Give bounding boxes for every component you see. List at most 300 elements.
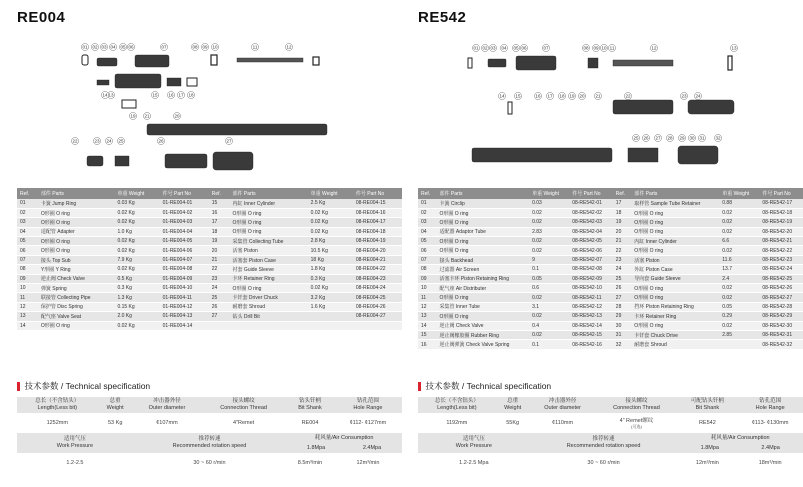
callout-number: 19 bbox=[569, 93, 575, 99]
parts-cell: 07 bbox=[17, 255, 38, 264]
spec-value-hole-range: ¢113- ¢130mm bbox=[751, 420, 789, 426]
spec-value-pressure: 1.2-2.5 bbox=[66, 460, 84, 466]
callout-number: 07 bbox=[161, 44, 167, 50]
parts-cell: O形圈 O ring bbox=[631, 227, 719, 236]
parts-cell: 22 bbox=[613, 246, 632, 255]
parts-cell: O形圈 O ring bbox=[38, 246, 115, 255]
parts-cell: O形圈 O ring bbox=[631, 246, 719, 255]
parts-row bbox=[418, 330, 803, 339]
parts-header-cell: 件号 Part No bbox=[759, 188, 803, 199]
parts-cell: O形圈 O ring bbox=[631, 321, 719, 330]
parts-header-cell: 单重 Weight bbox=[719, 188, 759, 199]
parts-row bbox=[418, 265, 803, 274]
callout-number: 09 bbox=[593, 45, 599, 51]
parts-cell: 23 bbox=[209, 274, 230, 283]
parts-cell: 01-RE004-09 bbox=[160, 274, 209, 283]
spec-header-outer-diameter: 冲击器外径 Outer diameter bbox=[530, 397, 596, 413]
parts-cell: 08-RE542-31 bbox=[759, 330, 803, 339]
callout-number: 10 bbox=[212, 44, 218, 50]
parts-cell: 16 bbox=[209, 208, 230, 217]
spec-header-thread: 接头螺纹 Connection Thread bbox=[201, 397, 286, 413]
callout-number: 29 bbox=[679, 135, 685, 141]
callout-number: 07 bbox=[543, 45, 549, 51]
parts-cell: O形圈 O ring bbox=[230, 227, 308, 236]
spec-title: 技术参数 / Technical specification bbox=[17, 380, 150, 392]
parts-cell: 0.02 bbox=[719, 321, 759, 330]
parts-cell: 08-RE542-09 bbox=[569, 274, 613, 283]
parts-cell: 08 bbox=[418, 265, 437, 274]
parts-row bbox=[418, 312, 803, 321]
parts-cell: 0.02 Kg bbox=[308, 284, 353, 293]
callout-number: 15 bbox=[152, 92, 158, 98]
parts-cell: 25 bbox=[209, 293, 230, 302]
spec-header-pressure: 适用气压 Work Pressure bbox=[17, 433, 133, 453]
parts-cell: 0.05 bbox=[719, 302, 759, 311]
parts-cell: 29 bbox=[613, 312, 632, 321]
parts-cell: 2.5 Kg bbox=[308, 199, 353, 208]
parts-cell: 08-RE542-10 bbox=[569, 284, 613, 293]
parts-cell: O形圈 O ring bbox=[230, 208, 308, 217]
parts-cell: 08-RE542-19 bbox=[759, 218, 803, 227]
callout-number: 31 bbox=[699, 135, 705, 141]
parts-cell: 01-RE004-08 bbox=[160, 265, 209, 274]
spec-table bbox=[418, 397, 803, 473]
callout-number: 25 bbox=[118, 138, 124, 144]
parts-cell: 08-RE004-17 bbox=[353, 218, 402, 227]
spec-value-air-low: 8.5m³/min bbox=[297, 460, 323, 466]
parts-cell: 08-RE542-04 bbox=[569, 227, 613, 236]
parts-table bbox=[17, 188, 402, 331]
parts-table bbox=[418, 188, 803, 350]
parts-cell: 08-RE542-20 bbox=[759, 227, 803, 236]
callout-number: 27 bbox=[655, 135, 661, 141]
parts-cell: 01 bbox=[418, 199, 437, 208]
parts-cell: 18 bbox=[613, 208, 632, 217]
callout-number: 30 bbox=[689, 135, 695, 141]
callout-number: 10 bbox=[601, 45, 607, 51]
parts-header-cell: 单重 Weight bbox=[529, 188, 569, 199]
parts-illustration bbox=[72, 38, 347, 178]
parts-cell: 0.02 bbox=[719, 293, 759, 302]
parts-header-cell: Ref. bbox=[613, 188, 632, 199]
parts-cell: 0.1 bbox=[529, 340, 569, 349]
callout-number: 13 bbox=[731, 45, 737, 51]
callout-number: 12 bbox=[286, 44, 292, 50]
spec-value-air-low: 12m³/min bbox=[695, 460, 719, 466]
parts-row bbox=[17, 265, 402, 274]
parts-row bbox=[418, 199, 803, 208]
parts-cell: 08-RE542-29 bbox=[759, 312, 803, 321]
spec-value-thread: 4"Remet bbox=[232, 420, 255, 426]
parts-cell: 08-RE004-24 bbox=[353, 284, 402, 293]
parts-cell: 0.02 Kg bbox=[308, 227, 353, 236]
parts-cell: 17 bbox=[209, 218, 230, 227]
parts-cell: 08-RE004-19 bbox=[353, 237, 402, 246]
parts-row bbox=[418, 237, 803, 246]
parts-cell: 0.3 Kg bbox=[114, 284, 159, 293]
parts-cell: 14 bbox=[418, 321, 437, 330]
parts-cell: 08-RE542-05 bbox=[569, 237, 613, 246]
parts-cell: 外缸 Piston Case bbox=[631, 265, 719, 274]
parts-cell: 0.02 Kg bbox=[114, 321, 159, 330]
spec-header-hole-range: 钻孔范围 Hole Range bbox=[334, 397, 402, 413]
parts-cell: 15 bbox=[418, 330, 437, 339]
callout-number: 01 bbox=[473, 45, 479, 51]
parts-cell: O形圈 O ring bbox=[437, 208, 530, 217]
parts-cell: 08-RE004-15 bbox=[353, 199, 402, 208]
parts-cell: 01-RE004-14 bbox=[160, 321, 209, 330]
parts-cell: 0.02 bbox=[719, 246, 759, 255]
parts-table-header bbox=[17, 188, 402, 199]
parts-cell: 11 bbox=[17, 293, 38, 302]
callout-number: 16 bbox=[535, 93, 541, 99]
parts-cell: O形圈 O ring bbox=[631, 208, 719, 217]
parts-cell: 活塞 Piston bbox=[631, 255, 719, 264]
parts-cell: 01-RE004-07 bbox=[160, 255, 209, 264]
parts-row bbox=[17, 255, 402, 264]
parts-cell: 0.02 Kg bbox=[114, 265, 159, 274]
parts-cell: 9 bbox=[529, 255, 569, 264]
parts-cell: 联接管 Collecting Pipe bbox=[38, 293, 115, 302]
parts-cell: 08-RE542-27 bbox=[759, 293, 803, 302]
spec-value-weight: 55Kg bbox=[506, 420, 520, 426]
callout-number: 16 bbox=[168, 92, 174, 98]
parts-cell: O形圈 O ring bbox=[437, 293, 530, 302]
parts-cell: 0.02 bbox=[719, 284, 759, 293]
parts-cell: 09 bbox=[17, 274, 38, 283]
parts-cell: 08-RE542-01 bbox=[569, 199, 613, 208]
parts-cell: 08-RE542-08 bbox=[569, 265, 613, 274]
parts-cell: 6.6 bbox=[719, 237, 759, 246]
parts-cell: 25 bbox=[613, 274, 632, 283]
callout-number: 04 bbox=[110, 44, 116, 50]
parts-cell: 08-RE542-30 bbox=[759, 321, 803, 330]
callout-number: 14 bbox=[102, 92, 108, 98]
parts-cell: 耐磨套 Shroud bbox=[230, 302, 308, 311]
parts-cell: 0.03 bbox=[529, 199, 569, 208]
parts-cell: 03 bbox=[418, 218, 437, 227]
parts-cell: 04 bbox=[418, 227, 437, 236]
callout-number: 02 bbox=[482, 45, 488, 51]
parts-cell: 配气座 Valve Seat bbox=[38, 312, 115, 321]
callout-number: 03 bbox=[490, 45, 496, 51]
parts-cell: O形圈 O ring bbox=[631, 284, 719, 293]
parts-cell: 0.03 Kg bbox=[114, 199, 159, 208]
parts-row bbox=[418, 274, 803, 283]
spec-value-bit-shank: RE542 bbox=[698, 420, 716, 426]
callout-number: 05 bbox=[120, 44, 126, 50]
spec-header-hole-range: 钻孔范围 Hole Range bbox=[737, 397, 803, 413]
parts-cell: 卡钎套 Chuck Drive bbox=[631, 330, 719, 339]
parts-cell: 08-RE542-22 bbox=[759, 246, 803, 255]
parts-cell: 弹簧 Spring bbox=[38, 284, 115, 293]
parts-cell: 21 bbox=[613, 237, 632, 246]
callout-number: 03 bbox=[101, 44, 107, 50]
parts-cell: 08-RE542-14 bbox=[569, 321, 613, 330]
spec-table bbox=[17, 397, 402, 473]
parts-cell: 08-RE542-06 bbox=[569, 246, 613, 255]
parts-cell: 导向套 Guide Sleeve bbox=[631, 274, 719, 283]
parts-cell: 内缸 Inner Cylinder bbox=[230, 199, 308, 208]
parts-cell: 卡环 Retainer Ring bbox=[230, 274, 308, 283]
parts-header-cell: Ref. bbox=[17, 188, 38, 199]
callout-number: 05 bbox=[513, 45, 519, 51]
parts-row bbox=[17, 293, 402, 302]
parts-cell bbox=[230, 321, 308, 330]
parts-cell: 活塞卡环 Piston Retaining Ring bbox=[437, 274, 530, 283]
callout-number: 08 bbox=[583, 45, 589, 51]
parts-cell: 3.2 Kg bbox=[308, 293, 353, 302]
parts-cell: 采集管 Collecting Tube bbox=[230, 237, 308, 246]
parts-cell: 0.02 bbox=[529, 218, 569, 227]
parts-cell: 02 bbox=[17, 208, 38, 217]
parts-cell: 23 bbox=[613, 255, 632, 264]
parts-cell: 10.5 Kg bbox=[308, 246, 353, 255]
parts-cell: 20 bbox=[209, 246, 230, 255]
red-accent-bar bbox=[17, 382, 20, 391]
callout-number: 04 bbox=[501, 45, 507, 51]
parts-cell: 0.1 bbox=[529, 265, 569, 274]
parts-row bbox=[418, 218, 803, 227]
parts-cell: 取样管 Sample Tube Retainer bbox=[631, 199, 719, 208]
parts-row bbox=[17, 208, 402, 217]
parts-cell: 24 bbox=[209, 284, 230, 293]
parts-cell: 21 bbox=[209, 255, 230, 264]
parts-row bbox=[418, 208, 803, 217]
spec-value-weight: 53 Kg bbox=[108, 420, 123, 426]
parts-cell: 01-RE004-02 bbox=[160, 208, 209, 217]
parts-cell: 08-RE004-18 bbox=[353, 227, 402, 236]
parts-cell: 22 bbox=[209, 265, 230, 274]
parts-cell: 18 bbox=[209, 227, 230, 236]
spec-header-thread: 接头螺纹 Connection Thread bbox=[595, 397, 677, 413]
parts-row bbox=[17, 284, 402, 293]
parts-cell: 08-RE542-02 bbox=[569, 208, 613, 217]
callout-number: 06 bbox=[521, 45, 527, 51]
parts-header-cell: 件号 Part No bbox=[160, 188, 209, 199]
parts-row bbox=[17, 227, 402, 236]
parts-cell: 逆止阀橡胶圈 Rubber Ring bbox=[437, 330, 530, 339]
parts-cell bbox=[353, 321, 402, 330]
parts-cell: 32 bbox=[613, 340, 632, 349]
parts-cell: 0.02 Kg bbox=[114, 218, 159, 227]
parts-cell: 过滤器 Air Screen bbox=[437, 265, 530, 274]
parts-row bbox=[418, 340, 803, 349]
callout-number: 09 bbox=[202, 44, 208, 50]
parts-row bbox=[17, 218, 402, 227]
parts-cell: 0.02 Kg bbox=[114, 208, 159, 217]
parts-cell bbox=[308, 321, 353, 330]
parts-illustration bbox=[473, 38, 748, 178]
parts-cell: 08-RE542-11 bbox=[569, 293, 613, 302]
parts-header-cell: 部件 Parts bbox=[437, 188, 530, 199]
parts-cell: 0.02 bbox=[719, 227, 759, 236]
parts-row bbox=[418, 255, 803, 264]
parts-cell: 07 bbox=[418, 255, 437, 264]
parts-row bbox=[17, 274, 402, 283]
callout-number: 22 bbox=[72, 138, 78, 144]
parts-cell: 0.05 bbox=[529, 274, 569, 283]
parts-cell: 26 bbox=[209, 302, 230, 311]
callout-number: 17 bbox=[178, 92, 184, 98]
spec-header-air: 耗风量/Air Consumption 1.8Mpa 2.4Mpa bbox=[677, 433, 803, 453]
spec-value-speed: 30 ~ 60 r/min bbox=[193, 460, 226, 466]
spec-value-speed: 30 ~ 60 r/min bbox=[587, 460, 620, 466]
parts-row bbox=[17, 302, 402, 311]
parts-cell: 08-RE542-12 bbox=[569, 302, 613, 311]
spec-header-weight: 总重 Weight bbox=[496, 397, 530, 413]
parts-header-cell: Ref. bbox=[418, 188, 437, 199]
parts-cell: 26 bbox=[613, 284, 632, 293]
parts-cell: 08 bbox=[17, 265, 38, 274]
parts-cell: 10 bbox=[418, 284, 437, 293]
parts-cell: 08-RE004-20 bbox=[353, 246, 402, 255]
parts-cell: 活塞 Piston bbox=[230, 246, 308, 255]
callout-number: 22 bbox=[625, 93, 631, 99]
parts-cell: 卡钎套 Driver Chuck bbox=[230, 293, 308, 302]
parts-cell: 1.0 Kg bbox=[114, 227, 159, 236]
callout-number: 08 bbox=[192, 44, 198, 50]
parts-cell: 0.02 Kg bbox=[308, 208, 353, 217]
parts-cell: 06 bbox=[17, 246, 38, 255]
parts-cell: 28 bbox=[613, 302, 632, 311]
parts-cell: 01-RE004-03 bbox=[160, 218, 209, 227]
parts-cell: 0.02 bbox=[719, 218, 759, 227]
parts-row bbox=[418, 321, 803, 330]
parts-cell: 0.29 bbox=[719, 312, 759, 321]
parts-cell: 01 bbox=[17, 199, 38, 208]
callout-number: 12 bbox=[651, 45, 657, 51]
parts-cell: O形圈 O ring bbox=[631, 218, 719, 227]
parts-cell: 11 bbox=[418, 293, 437, 302]
parts-cell: O形圈 O ring bbox=[631, 293, 719, 302]
parts-cell: 03 bbox=[17, 218, 38, 227]
parts-cell: 08-RE004-27 bbox=[353, 312, 402, 321]
parts-cell: 24 bbox=[613, 265, 632, 274]
parts-cell: 0.88 bbox=[719, 199, 759, 208]
parts-row bbox=[17, 321, 402, 330]
parts-cell: 08-RE542-28 bbox=[759, 302, 803, 311]
parts-row bbox=[418, 302, 803, 311]
parts-cell: 06 bbox=[418, 246, 437, 255]
parts-cell: 31 bbox=[613, 330, 632, 339]
parts-cell: 08-RE542-15 bbox=[569, 330, 613, 339]
parts-cell: 2.4 bbox=[719, 274, 759, 283]
parts-header-cell: 部件 Parts bbox=[631, 188, 719, 199]
parts-cell: Y形圈 Y Ring bbox=[38, 265, 115, 274]
callout-number: 23 bbox=[94, 138, 100, 144]
parts-cell: 08-RE004-21 bbox=[353, 255, 402, 264]
parts-cell: 08-RE542-32 bbox=[759, 340, 803, 349]
parts-row bbox=[17, 237, 402, 246]
parts-cell: 0.02 Kg bbox=[114, 246, 159, 255]
parts-header-cell: Ref. bbox=[209, 188, 230, 199]
parts-cell: 接头 Top Sub bbox=[38, 255, 115, 264]
parts-cell: 配气座 Air Distributer bbox=[437, 284, 530, 293]
parts-cell: 08-RE542-21 bbox=[759, 237, 803, 246]
parts-cell: 27 bbox=[613, 293, 632, 302]
parts-cell: 3.1 bbox=[529, 302, 569, 311]
parts-cell: 0.6 bbox=[529, 284, 569, 293]
parts-cell: 12 bbox=[418, 302, 437, 311]
spec-header-speed: 推荐转速 Recommended rotation speed bbox=[530, 433, 678, 453]
parts-cell bbox=[308, 312, 353, 321]
parts-row bbox=[418, 293, 803, 302]
parts-header-cell: 件号 Part No bbox=[353, 188, 402, 199]
spec-value-outer-diameter: ¢110mm bbox=[552, 420, 574, 426]
parts-cell: 19 bbox=[613, 218, 632, 227]
parts-cell: O形圈 O ring bbox=[38, 321, 115, 330]
parts-cell: 逆止阀 Check Valve bbox=[437, 321, 530, 330]
parts-cell: 08-RE004-23 bbox=[353, 274, 402, 283]
parts-cell: 01-RE004-12 bbox=[160, 302, 209, 311]
parts-cell: 卡环 Retainer Ring bbox=[631, 312, 719, 321]
parts-cell: 保护管 Disc Spring bbox=[38, 302, 115, 311]
parts-cell: 适配器 Adaptor Tube bbox=[437, 227, 530, 236]
spec-value-thread: 4” Remet螺纹 (可选) bbox=[619, 418, 654, 429]
parts-cell: 08-RE542-25 bbox=[759, 274, 803, 283]
callout-number: 18 bbox=[559, 93, 565, 99]
parts-row bbox=[17, 246, 402, 255]
callout-number: 18 bbox=[188, 92, 194, 98]
parts-row bbox=[17, 312, 402, 321]
parts-cell: 2.83 bbox=[529, 227, 569, 236]
parts-cell: O形圈 O ring bbox=[38, 237, 115, 246]
parts-cell: 20 bbox=[613, 227, 632, 236]
parts-cell: 0.15 Kg bbox=[114, 302, 159, 311]
parts-cell: 11.6 bbox=[719, 255, 759, 264]
parts-cell: 13 bbox=[418, 312, 437, 321]
parts-cell: 08-RE004-25 bbox=[353, 293, 402, 302]
parts-cell: O形圈 O ring bbox=[230, 218, 308, 227]
spec-header-pressure: 适用气压 Work Pressure bbox=[418, 433, 530, 453]
exploded-parts-diagram bbox=[72, 38, 347, 178]
parts-cell: 1.8 Kg bbox=[308, 265, 353, 274]
parts-row bbox=[418, 246, 803, 255]
callout-number: 19 bbox=[130, 113, 136, 119]
parts-cell: 1.6 Kg bbox=[308, 302, 353, 311]
callout-number: 13 bbox=[108, 92, 114, 98]
callout-number: 24 bbox=[695, 93, 701, 99]
callout-number: 21 bbox=[144, 113, 150, 119]
callout-number: 20 bbox=[174, 113, 180, 119]
callout-number: 23 bbox=[681, 93, 687, 99]
spec-header-outer-diameter: 冲击器外径 Outer diameter bbox=[133, 397, 201, 413]
parts-cell: 12 bbox=[17, 302, 38, 311]
parts-cell: 05 bbox=[17, 237, 38, 246]
parts-cell: 0.02 Kg bbox=[114, 237, 159, 246]
parts-cell: 1.3 Kg bbox=[114, 293, 159, 302]
parts-header-cell: 单重 Weight bbox=[308, 188, 353, 199]
parts-cell: 08-RE542-17 bbox=[759, 199, 803, 208]
parts-cell: 逆止阀 Check Valve bbox=[38, 274, 115, 283]
parts-cell: 13 bbox=[17, 312, 38, 321]
parts-cell: 0.02 Kg bbox=[308, 218, 353, 227]
parts-cell: 01-RE004-11 bbox=[160, 293, 209, 302]
callout-number: 01 bbox=[82, 44, 88, 50]
parts-cell: 04 bbox=[17, 227, 38, 236]
spec-value-bit-shank: RE004 bbox=[301, 420, 319, 426]
parts-cell: 05 bbox=[418, 237, 437, 246]
parts-row bbox=[17, 199, 402, 208]
parts-cell: 01-RE004-13 bbox=[160, 312, 209, 321]
spec-header-bit-shank: 可配钻头钎柄 Bit Shank bbox=[677, 397, 737, 413]
spec-header-weight: 总重 Weight bbox=[98, 397, 133, 413]
spec-value-length: 1252mm bbox=[46, 420, 68, 426]
parts-cell: 01-RE004-06 bbox=[160, 246, 209, 255]
callout-number: 06 bbox=[128, 44, 134, 50]
parts-cell: 内缸 Inner Cylinder bbox=[631, 237, 719, 246]
